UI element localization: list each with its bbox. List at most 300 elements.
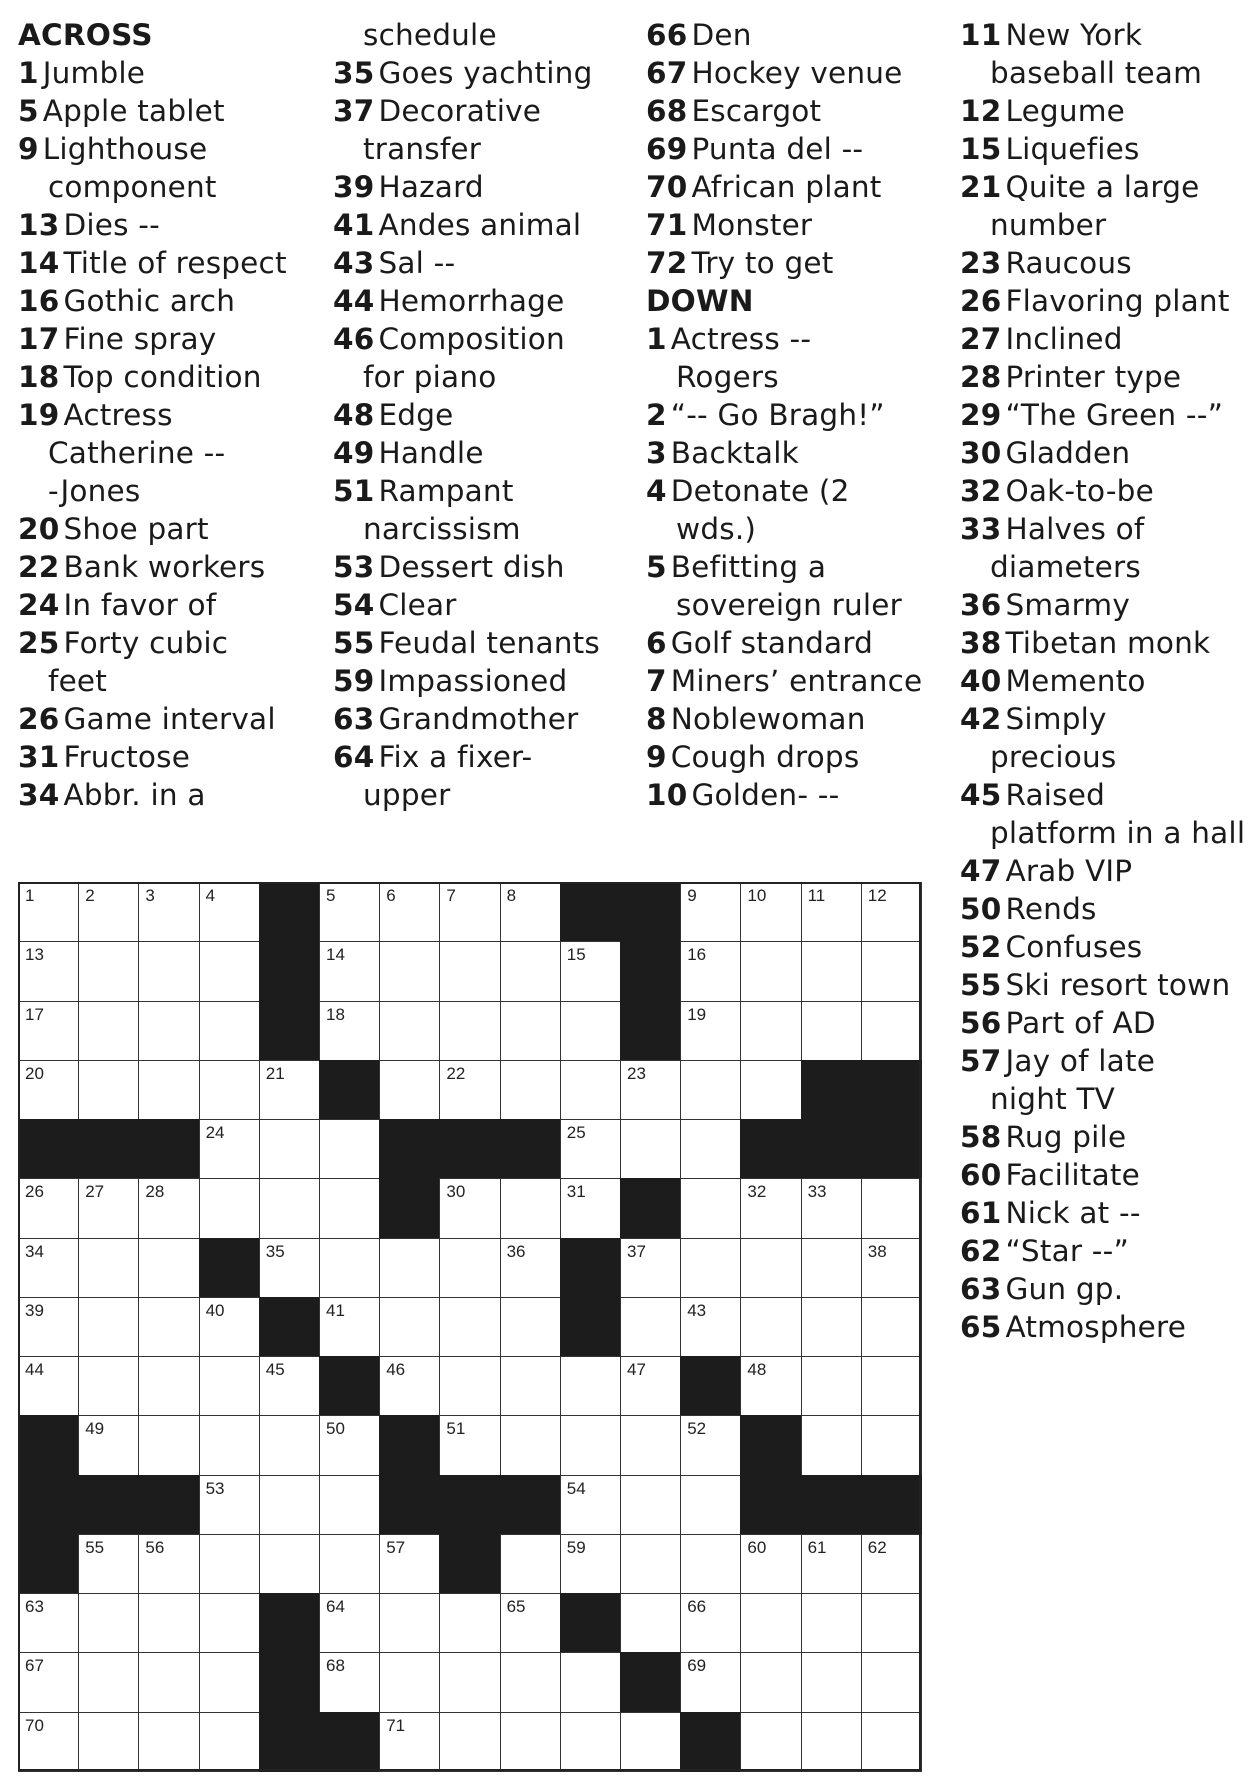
grid-cell[interactable]: [801, 882, 862, 942]
grid-cell[interactable]: [801, 1297, 862, 1357]
grid-cell[interactable]: [680, 1001, 741, 1061]
grid-cell[interactable]: [740, 1593, 801, 1653]
grid-cell[interactable]: [78, 1001, 139, 1061]
grid-cell[interactable]: [379, 1652, 440, 1712]
grid-cell[interactable]: [861, 941, 922, 1001]
clue-number: 56: [960, 1006, 1002, 1040]
black-square: [259, 1001, 320, 1061]
grid-cell[interactable]: [379, 882, 440, 942]
clue: [333, 168, 643, 206]
clue-number: 39: [333, 170, 375, 204]
grid-cell[interactable]: [620, 1534, 681, 1594]
grid-cell[interactable]: [138, 1356, 199, 1416]
grid-cell[interactable]: [439, 1238, 500, 1298]
grid-cell[interactable]: [801, 1178, 862, 1238]
grid-cell[interactable]: [861, 1356, 922, 1416]
grid-cell[interactable]: [801, 1415, 862, 1475]
clue: [646, 168, 946, 206]
grid-cell[interactable]: [319, 1119, 380, 1179]
clue-number: 55: [333, 626, 375, 660]
clue-text: Dies --: [63, 208, 160, 242]
grid-cell[interactable]: [680, 1297, 741, 1357]
clue: [18, 700, 338, 738]
grid-cell[interactable]: [500, 1534, 561, 1594]
clue: [960, 1270, 1253, 1308]
grid-cell[interactable]: [801, 1652, 862, 1712]
grid-cell[interactable]: [199, 1119, 260, 1179]
grid-cell[interactable]: [861, 1415, 922, 1475]
clue-text: Gun gp.: [1005, 1272, 1124, 1306]
clue-number: 10: [646, 778, 688, 812]
grid-cell[interactable]: [259, 1119, 320, 1179]
clue: [960, 358, 1253, 396]
clue-text: Oak-to-be: [1005, 474, 1154, 508]
grid-cell[interactable]: [78, 882, 139, 942]
clue-text-continued: narcissism: [363, 512, 521, 546]
clue: [333, 92, 643, 130]
cell-number: 34: [25, 1241, 44, 1261]
black-square: [18, 1534, 79, 1594]
black-square: [620, 1652, 681, 1712]
grid-cell[interactable]: [620, 1356, 681, 1416]
grid-cell[interactable]: [78, 1297, 139, 1357]
grid-cell[interactable]: [560, 1060, 621, 1120]
grid-cell[interactable]: [78, 1712, 139, 1772]
grid-cell[interactable]: [560, 1652, 621, 1712]
grid-cell[interactable]: [439, 1652, 500, 1712]
clue: [960, 282, 1253, 320]
grid-cell[interactable]: [138, 941, 199, 1001]
cell-number: 47: [627, 1360, 646, 1380]
grid-cell[interactable]: [199, 1297, 260, 1357]
grid-cell[interactable]: [620, 1119, 681, 1179]
clue-number: 70: [646, 170, 688, 204]
grid-cell[interactable]: [199, 1534, 260, 1594]
grid-cell[interactable]: [620, 1475, 681, 1535]
grid-cell[interactable]: [560, 1415, 621, 1475]
grid-cell[interactable]: [259, 1475, 320, 1535]
black-square: [620, 941, 681, 1001]
clue: [960, 130, 1253, 168]
grid-cell[interactable]: [379, 1297, 440, 1357]
grid-cell[interactable]: [138, 1415, 199, 1475]
clue-text: Detonate (2: [670, 474, 850, 508]
clue-number: 21: [960, 170, 1002, 204]
grid-cell[interactable]: [439, 1415, 500, 1475]
clue-text-continued: Catherine --: [48, 436, 226, 470]
clue: [646, 320, 946, 358]
grid-cell[interactable]: [18, 1712, 79, 1772]
black-square: [259, 1593, 320, 1653]
grid-cell[interactable]: [801, 941, 862, 1001]
cell-number: 43: [687, 1300, 707, 1320]
black-square: [439, 1119, 500, 1179]
clue-number: 65: [960, 1310, 1002, 1344]
grid-cell[interactable]: [439, 1060, 500, 1120]
grid-cell[interactable]: [259, 1238, 320, 1298]
clue: [960, 1194, 1253, 1232]
cell-number: 25: [566, 1123, 586, 1143]
crossword-grid: [18, 882, 921, 1771]
grid-cell[interactable]: [319, 1534, 380, 1594]
black-square: [259, 1652, 320, 1712]
grid-cell[interactable]: [319, 1297, 380, 1357]
grid-cell[interactable]: [78, 1356, 139, 1416]
grid-cell[interactable]: [259, 1356, 320, 1416]
clue-text-continued: wds.): [676, 512, 757, 546]
clue-number: 71: [646, 208, 688, 242]
grid-cell[interactable]: [78, 941, 139, 1001]
grid-cell[interactable]: [801, 1712, 862, 1772]
cell-number: 57: [386, 1537, 406, 1557]
grid-cell[interactable]: [319, 1593, 380, 1653]
grid-cell[interactable]: [740, 1356, 801, 1416]
grid-cell[interactable]: [319, 1001, 380, 1061]
grid-cell[interactable]: [78, 1238, 139, 1298]
clue-text: Fix a fixer-: [378, 740, 533, 774]
cell-number: 37: [627, 1241, 646, 1261]
clue-text: Handle: [378, 436, 484, 470]
grid-cell[interactable]: [500, 1238, 561, 1298]
grid-cell[interactable]: [138, 1178, 199, 1238]
grid-cell[interactable]: [439, 1712, 500, 1772]
grid-cell[interactable]: [500, 882, 561, 942]
grid-cell[interactable]: [18, 1593, 79, 1653]
black-square: [801, 1475, 862, 1535]
clue: [333, 434, 643, 472]
cell-number: 32: [747, 1182, 767, 1202]
grid-cell[interactable]: [138, 1534, 199, 1594]
grid-cell[interactable]: [861, 1534, 922, 1594]
grid-cell[interactable]: [680, 1652, 741, 1712]
grid-cell[interactable]: [319, 941, 380, 1001]
cell-number: 15: [566, 945, 586, 965]
grid-cell[interactable]: [620, 1712, 681, 1772]
cell-number: 46: [386, 1360, 406, 1380]
clue-number: 51: [333, 474, 375, 508]
grid-cell[interactable]: [801, 1534, 862, 1594]
grid-cell[interactable]: [500, 1356, 561, 1416]
grid-cell[interactable]: [319, 1475, 380, 1535]
grid-cell[interactable]: [740, 1534, 801, 1594]
clue: [960, 852, 1253, 890]
grid-cell[interactable]: [500, 1652, 561, 1712]
grid-cell[interactable]: [500, 1297, 561, 1357]
grid-cell[interactable]: [18, 1178, 79, 1238]
grid-cell[interactable]: [620, 1593, 681, 1653]
cell-number: 71: [386, 1715, 406, 1735]
cell-number: 55: [85, 1537, 105, 1557]
black-square: [18, 1475, 79, 1535]
clue-text: Grandmother: [378, 702, 579, 736]
grid-cell[interactable]: [319, 1238, 380, 1298]
grid-cell[interactable]: [680, 941, 741, 1001]
clue-text: Facilitate: [1005, 1158, 1140, 1192]
grid-cell[interactable]: [740, 1652, 801, 1712]
grid-cell[interactable]: [18, 1652, 79, 1712]
clue-text: Legume: [1005, 94, 1126, 128]
clue-number: 7: [646, 664, 667, 698]
grid-cell[interactable]: [560, 1475, 621, 1535]
grid-cell[interactable]: [138, 1712, 199, 1772]
grid-cell[interactable]: [259, 1415, 320, 1475]
grid-cell[interactable]: [680, 1238, 741, 1298]
grid-cell[interactable]: [861, 1238, 922, 1298]
black-square: [259, 1712, 320, 1772]
grid-cell[interactable]: [439, 1593, 500, 1653]
grid-cell[interactable]: [138, 882, 199, 942]
clue-text: Part of AD: [1005, 1006, 1156, 1040]
clue-text: Apple tablet: [42, 94, 225, 128]
grid-cell[interactable]: [199, 1178, 260, 1238]
clue-number: 38: [960, 626, 1002, 660]
cell-number: 18: [326, 1004, 345, 1024]
grid-cell[interactable]: [801, 1001, 862, 1061]
grid-cell[interactable]: [199, 882, 260, 942]
clue: [960, 1308, 1253, 1346]
clue-text: Befitting a: [670, 550, 827, 584]
black-square: [138, 1475, 199, 1535]
grid-cell[interactable]: [379, 1593, 440, 1653]
grid-cell[interactable]: [379, 1534, 440, 1594]
clue-text: Tibetan monk: [1005, 626, 1211, 660]
grid-cell[interactable]: [500, 1060, 561, 1120]
grid-cell[interactable]: [78, 1178, 139, 1238]
grid-cell[interactable]: [18, 1356, 79, 1416]
clue-text-continued: baseball team: [990, 56, 1203, 90]
grid-cell[interactable]: [379, 1060, 440, 1120]
clue-number: 29: [960, 398, 1002, 432]
grid-cell[interactable]: [620, 1060, 681, 1120]
clue-text: Rends: [1005, 892, 1097, 926]
clue-number: 27: [960, 322, 1002, 356]
grid-cell[interactable]: [620, 1238, 681, 1298]
grid-cell[interactable]: [500, 941, 561, 1001]
clue-number: 60: [960, 1158, 1002, 1192]
grid-cell[interactable]: [680, 1415, 741, 1475]
clue-number: 59: [333, 664, 375, 698]
grid-cell[interactable]: [500, 1001, 561, 1061]
grid-cell[interactable]: [78, 1593, 139, 1653]
grid-cell[interactable]: [199, 1060, 260, 1120]
clue-number: 28: [960, 360, 1002, 394]
grid-cell[interactable]: [560, 1712, 621, 1772]
grid-cell[interactable]: [680, 1119, 741, 1179]
grid-cell[interactable]: [138, 1297, 199, 1357]
cell-number: 44: [25, 1360, 44, 1380]
grid-cell[interactable]: [259, 1178, 320, 1238]
clue-number: 40: [960, 664, 1002, 698]
grid-cell[interactable]: [801, 1593, 862, 1653]
clue-number: 13: [18, 208, 60, 242]
grid-cell[interactable]: [861, 1593, 922, 1653]
grid-cell[interactable]: [740, 882, 801, 942]
clue-number: 30: [960, 436, 1002, 470]
grid-cell[interactable]: [439, 1297, 500, 1357]
grid-cell[interactable]: [560, 1356, 621, 1416]
grid-cell[interactable]: [138, 1652, 199, 1712]
clue-number: 5: [18, 94, 39, 128]
clue-number: 23: [960, 246, 1002, 280]
clue-text: “The Green --”: [1005, 398, 1224, 432]
grid-cell[interactable]: [199, 1415, 260, 1475]
clue-number: 24: [18, 588, 60, 622]
grid-cell[interactable]: [199, 1652, 260, 1712]
clue: [646, 54, 946, 92]
grid-cell[interactable]: [379, 941, 440, 1001]
grid-cell[interactable]: [861, 1652, 922, 1712]
grid-cell[interactable]: [680, 1475, 741, 1535]
grid-cell[interactable]: [199, 1475, 260, 1535]
grid-cell[interactable]: [560, 1534, 621, 1594]
grid-cell[interactable]: [18, 1297, 79, 1357]
clue-number: 44: [333, 284, 375, 318]
cell-number: 2: [85, 886, 95, 905]
clue-number: 52: [960, 930, 1002, 964]
grid-cell[interactable]: [199, 1001, 260, 1061]
grid-cell[interactable]: [801, 1356, 862, 1416]
grid-cell[interactable]: [560, 1178, 621, 1238]
grid-cell[interactable]: [500, 1593, 561, 1653]
black-square: [78, 1475, 139, 1535]
grid-cell[interactable]: [500, 1712, 561, 1772]
grid-cell[interactable]: [861, 1001, 922, 1061]
grid-cell[interactable]: [620, 1297, 681, 1357]
clue: [960, 510, 1253, 548]
clue-text: Hazard: [378, 170, 484, 204]
grid-cell[interactable]: [680, 1178, 741, 1238]
clues-column-1: [18, 16, 338, 814]
grid-cell[interactable]: [740, 1297, 801, 1357]
clue-text: Shoe part: [63, 512, 209, 546]
cell-number: 6: [386, 886, 396, 905]
grid-cell[interactable]: [861, 882, 922, 942]
cell-number: 12: [867, 886, 887, 905]
grid-cell[interactable]: [18, 941, 79, 1001]
clue-text-continued: component: [48, 170, 217, 204]
grid-cell[interactable]: [319, 1415, 380, 1475]
clue-number: 45: [960, 778, 1002, 812]
clue-number: 4: [646, 474, 667, 508]
grid-cell[interactable]: [740, 941, 801, 1001]
clue-number: 64: [333, 740, 375, 774]
grid-cell[interactable]: [680, 1060, 741, 1120]
grid-cell[interactable]: [439, 1356, 500, 1416]
grid-cell[interactable]: [379, 1238, 440, 1298]
grid-cell[interactable]: [259, 1534, 320, 1594]
grid-cell[interactable]: [500, 1415, 561, 1475]
clue-number: 1: [18, 56, 39, 90]
grid-cell[interactable]: [740, 1178, 801, 1238]
grid-cell[interactable]: [18, 1060, 79, 1120]
grid-cell[interactable]: [319, 1178, 380, 1238]
grid-cell[interactable]: [18, 1238, 79, 1298]
clue-text: Try to get: [691, 246, 834, 280]
grid-cell[interactable]: [199, 941, 260, 1001]
clue-number: 50: [960, 892, 1002, 926]
grid-cell[interactable]: [78, 1534, 139, 1594]
grid-cell[interactable]: [319, 1652, 380, 1712]
grid-cell[interactable]: [138, 1001, 199, 1061]
clue-text: Confuses: [1005, 930, 1143, 964]
clue: [18, 738, 338, 776]
clue-number: 8: [646, 702, 667, 736]
grid-cell[interactable]: [740, 1712, 801, 1772]
clues-column-2: [333, 16, 643, 814]
clue: [960, 928, 1253, 966]
grid-cell[interactable]: [680, 1593, 741, 1653]
clue-text-continued: -Jones: [48, 474, 141, 508]
grid-cell[interactable]: [138, 1238, 199, 1298]
grid-cell[interactable]: [78, 1652, 139, 1712]
grid-cell[interactable]: [18, 882, 79, 942]
cell-number: 4: [205, 886, 216, 905]
grid-cell[interactable]: [801, 1238, 862, 1298]
grid-cell[interactable]: [740, 1060, 801, 1120]
clue-number: 34: [18, 778, 60, 812]
cell-number: 45: [265, 1360, 285, 1380]
grid-cell[interactable]: [18, 1001, 79, 1061]
clue-number: 16: [18, 284, 60, 318]
clue: [333, 320, 643, 358]
grid-cell[interactable]: [78, 1415, 139, 1475]
grid-cell[interactable]: [78, 1060, 139, 1120]
grid-cell[interactable]: [138, 1593, 199, 1653]
cell-number: 41: [326, 1300, 345, 1320]
grid-cell[interactable]: [861, 1712, 922, 1772]
grid-cell[interactable]: [439, 1001, 500, 1061]
grid-cell[interactable]: [379, 1356, 440, 1416]
clue-number: 42: [960, 702, 1002, 736]
cell-number: 54: [566, 1478, 586, 1498]
grid-cell[interactable]: [379, 1712, 440, 1772]
grid-cell[interactable]: [379, 1001, 440, 1061]
grid-cell[interactable]: [861, 1297, 922, 1357]
grid-cell[interactable]: [439, 882, 500, 942]
grid-cell[interactable]: [740, 1001, 801, 1061]
grid-cell[interactable]: [439, 1178, 500, 1238]
grid-cell[interactable]: [138, 1060, 199, 1120]
clue-text: Simply: [1005, 702, 1107, 736]
black-square: [861, 1119, 922, 1179]
grid-cell[interactable]: [259, 1060, 320, 1120]
grid-cell[interactable]: [680, 882, 741, 942]
grid-cell[interactable]: [560, 1001, 621, 1061]
grid-cell[interactable]: [199, 1356, 260, 1416]
grid-cell[interactable]: [740, 1238, 801, 1298]
grid-cell[interactable]: [439, 941, 500, 1001]
grid-cell[interactable]: [680, 1534, 741, 1594]
grid-cell[interactable]: [861, 1178, 922, 1238]
grid-cell[interactable]: [319, 882, 380, 942]
grid-cell[interactable]: [500, 1178, 561, 1238]
clue-text-continued: sovereign ruler: [676, 588, 902, 622]
grid-cell[interactable]: [199, 1593, 260, 1653]
grid-cell[interactable]: [199, 1712, 260, 1772]
black-square: [138, 1119, 199, 1179]
grid-cell[interactable]: [560, 1119, 621, 1179]
clue-text: Atmosphere: [1005, 1310, 1187, 1344]
black-square: [18, 1415, 79, 1475]
clue-text: Title of respect: [63, 246, 287, 280]
clue-text: Fructose: [63, 740, 191, 774]
grid-cell[interactable]: [560, 941, 621, 1001]
clue-text: Hockey venue: [691, 56, 903, 90]
clue-number: 1: [646, 322, 667, 356]
grid-cell[interactable]: [620, 1415, 681, 1475]
clue: [960, 92, 1253, 130]
clue-text: New York: [1005, 18, 1143, 52]
